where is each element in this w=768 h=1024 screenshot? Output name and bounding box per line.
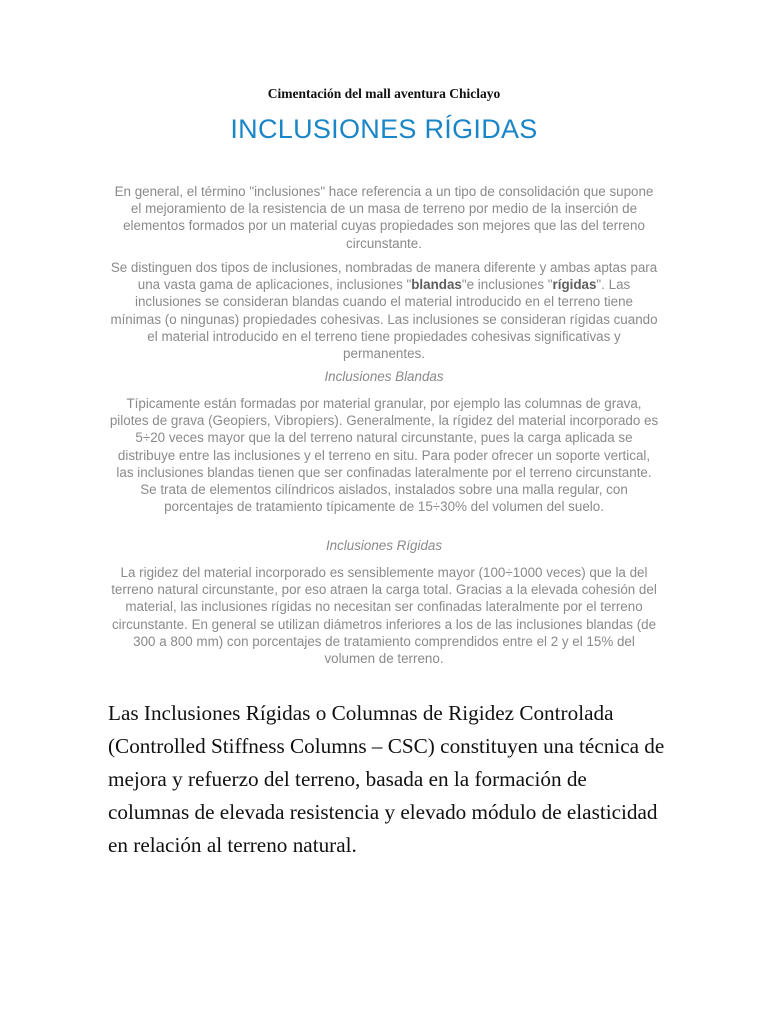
intro-paragraph: En general, el término "inclusiones" hace referencia a un tipo de consolidación que supone el mejoramiento de la resistencia de un masa de terreno por medio de la inserción de elementos formados por un material cuyas propiedades son mejores que las del terreno circunstante. [114,184,654,251]
types-paragraph-part3: ". Las inclusiones se consideran blandas cuando el material introducido en el terreno tiene mínimas (o ningunas) propiedades cohesivas. Las inclusiones se consideran rígidas cuando el material introducido en el terreno tiene propiedades cohesivas significativas y permanentes. [110,277,658,362]
subheading-rigidas: Inclusiones Rígidas [325,538,443,553]
subheading-blandas: Inclusiones Blandas [324,369,444,384]
types-paragraph [108,259,660,362]
blandas-paragraph: Típicamente están formadas por material granular, por ejemplo las columnas de grava, pilotes de grava (Geopiers, Vibropiers). Generalmente, la rígidez del material incorporado es 5÷20 veces mayor que la del terreno natural circunstante, pues la carga aplicada se distribuye entre las inclusiones y el terreno en situ. Para poder ofrecer un soporte vertical, las inclusiones blandas tienen que ser confinadas lateralmente por el terreno circunstante. Se trata de elementos cilíndricos aislados, instalados sobre una malla regular, con porcentajes de tratamiento típicamente de 15÷30% del volumen del suelo. [109,396,659,515]
types-paragraph-part1: Se distinguen dos tipos de inclusiones, nombradas de manera diferente y ambas aptas para una vasta gama de aplicaciones, inclusiones " [110,260,658,293]
main-paragraph: Las Inclusiones Rígidas o Columnas de Rigidez Controlada (Controlled Stiffness Columns – CSC) constituyen una técnica de mejora y refuerzo del terreno, basada en la formación de columnas de elevada resistencia y elevado módulo de elasticidad en relación al terreno natural. [108,701,665,857]
term-blandas: blandas [411,277,462,293]
term-rigidas: rígidas [552,277,597,293]
document-title: Cimentación del mall aventura Chiclayo [267,86,501,101]
types-paragraph-part2: "e inclusiones " [461,277,553,293]
rigidas-paragraph: La rigidez del material incorporado es sensiblemente mayor (100÷1000 veces) que la del terreno natural circunstante, por eso atraen la carga total. Gracias a la elevada cohesión del material, las inclusiones rígidas no necesitan ser confinadas lateralmente por el terreno circunstante. En general se utilizan diámetros inferiores a los de las inclusiones blandas (de 300 a 800 mm) con porcentajes de tratamiento comprendidos entre el 2 y el 15% del volumen de terreno. [111,565,657,667]
section-heading: INCLUSIONES RÍGIDAS [230,114,538,144]
